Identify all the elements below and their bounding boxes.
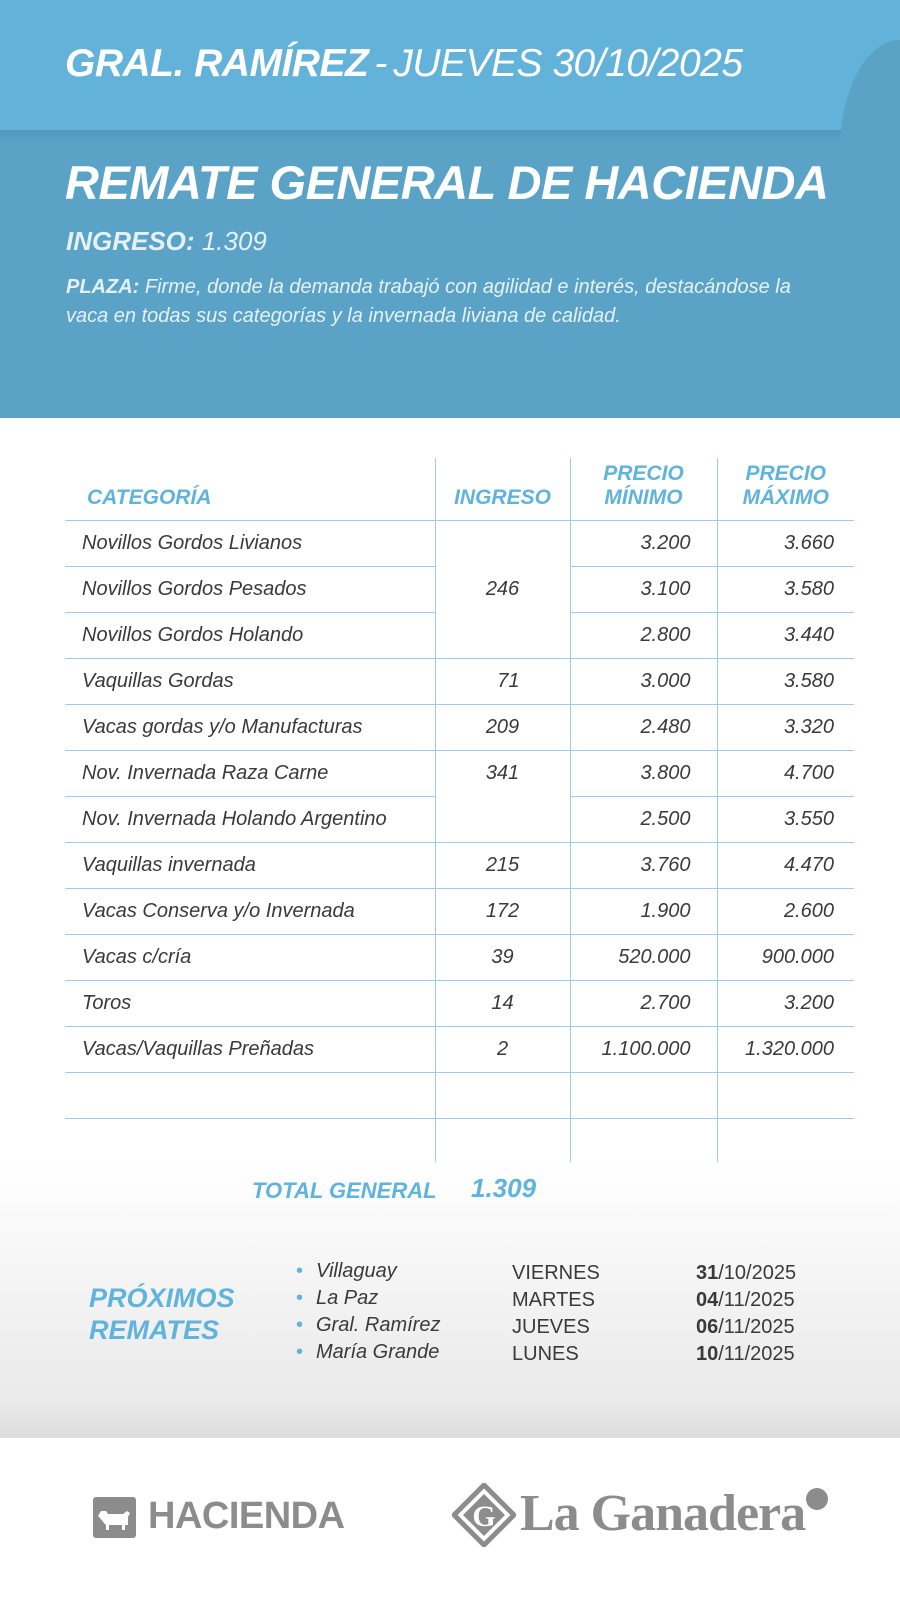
total-label: TOTAL GENERAL	[252, 1178, 437, 1203]
remate-location: Gral. Ramírez	[316, 1314, 441, 1336]
table-row	[65, 980, 854, 1026]
row-categoria: Novillos Gordos Pesados	[65, 566, 435, 612]
row-categoria: Vacas Conserva y/o Invernada	[65, 888, 435, 934]
prices-table	[65, 458, 854, 1165]
row-precio-min: 1.900	[570, 888, 717, 934]
row-precio-min: 2.500	[570, 796, 717, 842]
row-ingreso	[435, 1072, 570, 1118]
proximos-title-line1: PRÓXIMOS	[89, 1283, 235, 1313]
table-row	[65, 566, 854, 612]
remate-date	[696, 1343, 795, 1366]
row-categoria	[65, 1072, 435, 1118]
remate-day: VIERNES	[512, 1262, 600, 1284]
header-date: JUEVES 30/10/2025	[393, 42, 743, 85]
header-title	[65, 42, 743, 86]
row-precio-min: 3.800	[570, 750, 717, 796]
remate-day: MARTES	[512, 1289, 595, 1311]
bullet-icon: •	[296, 1260, 304, 1282]
row-precio-max: 3.660	[717, 520, 854, 566]
remate-date	[696, 1262, 796, 1285]
ingreso-summary	[66, 226, 267, 257]
svg-text:G: G	[472, 1500, 496, 1533]
remate-date	[696, 1289, 795, 1312]
remate-day: JUEVES	[512, 1316, 590, 1338]
badge-icon	[806, 1488, 828, 1510]
table-row	[65, 612, 854, 658]
row-precio-max	[717, 1072, 854, 1118]
remate-date-day: 06	[696, 1316, 719, 1338]
remate-location: María Grande	[316, 1341, 440, 1363]
row-categoria: Nov. Invernada Raza Carne	[65, 750, 435, 796]
proximos-remates-title	[89, 1282, 235, 1346]
header-precio-maximo	[717, 458, 854, 520]
row-ingreso	[435, 612, 570, 658]
row-precio-max: 3.440	[717, 612, 854, 658]
row-precio-min: 3.200	[570, 520, 717, 566]
row-categoria: Toros	[65, 980, 435, 1026]
row-precio-max: 3.580	[717, 658, 854, 704]
table-row	[65, 520, 854, 566]
row-categoria: Novillos Gordos Holando	[65, 612, 435, 658]
bullet-icon: •	[296, 1287, 304, 1309]
proximos-list	[296, 1260, 816, 1368]
row-precio-max: 3.550	[717, 796, 854, 842]
row-categoria	[65, 1118, 435, 1164]
row-precio-max: 3.320	[717, 704, 854, 750]
row-ingreso	[435, 1118, 570, 1164]
row-ingreso: 246	[435, 566, 570, 612]
plaza-label: PLAZA:	[66, 276, 140, 298]
row-precio-min: 1.100.000	[570, 1026, 717, 1072]
list-item	[296, 1287, 816, 1314]
row-precio-max	[717, 1118, 854, 1164]
header-separator: -	[374, 42, 388, 85]
row-ingreso: 2	[435, 1026, 570, 1072]
remate-location: Villaguay	[316, 1260, 397, 1282]
header-precio-max-line1: PRECIO	[745, 461, 826, 485]
cow-icon	[93, 1497, 136, 1538]
row-ingreso: 71	[435, 658, 570, 704]
list-item	[296, 1260, 816, 1287]
table-row	[65, 842, 854, 888]
row-ingreso	[435, 520, 570, 566]
plaza-description	[66, 273, 826, 331]
proximos-title-line2: REMATES	[89, 1315, 220, 1345]
g-emblem-svg	[452, 1483, 516, 1547]
header-precio-minimo	[570, 458, 717, 520]
row-categoria: Vacas/Vaquillas Preñadas	[65, 1026, 435, 1072]
table-row	[65, 888, 854, 934]
table-row	[65, 750, 854, 796]
page-title: REMATE GENERAL DE HACIENDA	[65, 156, 829, 209]
row-ingreso: 341	[435, 750, 570, 796]
header-precio-max-line2: MÁXIMO	[742, 485, 829, 509]
row-ingreso: 14	[435, 980, 570, 1026]
la-ganadera-logo-text: La Ganadera	[520, 1485, 806, 1542]
table-row	[65, 658, 854, 704]
header-place: GRAL. RAMÍREZ	[65, 42, 369, 85]
remate-date-day: 10	[696, 1343, 719, 1365]
row-precio-max: 3.580	[717, 566, 854, 612]
row-ingreso	[435, 796, 570, 842]
remate-date-rest: /10/2025	[718, 1262, 797, 1284]
table-row-empty	[65, 1072, 854, 1118]
remate-date-day: 31	[696, 1262, 719, 1284]
remate-date-rest: /11/2025	[718, 1289, 795, 1311]
table-header-row	[65, 458, 854, 520]
row-precio-max: 3.200	[717, 980, 854, 1026]
remate-date	[696, 1316, 795, 1339]
table-row	[65, 934, 854, 980]
row-precio-max: 4.470	[717, 842, 854, 888]
row-precio-min: 2.480	[570, 704, 717, 750]
ingreso-value: 1.309	[201, 226, 267, 256]
header-ingreso: INGRESO	[435, 458, 570, 520]
bullet-icon: •	[296, 1314, 304, 1336]
header-categoria: CATEGORÍA	[65, 458, 435, 520]
row-precio-min: 3.760	[570, 842, 717, 888]
table-row	[65, 1026, 854, 1072]
row-categoria: Vacas gordas y/o Manufacturas	[65, 704, 435, 750]
list-item	[296, 1341, 816, 1368]
remate-date-rest: /11/2025	[718, 1316, 795, 1338]
row-precio-min: 3.000	[570, 658, 717, 704]
remate-date-day: 04	[696, 1289, 719, 1311]
row-precio-min	[570, 1118, 717, 1164]
list-item	[296, 1314, 816, 1341]
row-categoria: Nov. Invernada Holando Argentino	[65, 796, 435, 842]
row-categoria: Vaquillas invernada	[65, 842, 435, 888]
row-ingreso: 172	[435, 888, 570, 934]
remate-day: LUNES	[512, 1343, 579, 1365]
row-precio-max: 1.320.000	[717, 1026, 854, 1072]
row-precio-max: 4.700	[717, 750, 854, 796]
row-ingreso: 39	[435, 934, 570, 980]
row-precio-min: 2.700	[570, 980, 717, 1026]
table-row	[65, 704, 854, 750]
bullet-icon: •	[296, 1341, 304, 1363]
table-row-empty	[65, 1118, 854, 1164]
row-precio-min: 3.100	[570, 566, 717, 612]
ingreso-label: INGRESO:	[66, 226, 195, 256]
row-precio-max: 2.600	[717, 888, 854, 934]
remate-date-rest: /11/2025	[718, 1343, 795, 1365]
header-precio-min-line1: PRECIO	[603, 461, 684, 485]
header-precio-min-line2: MÍNIMO	[604, 485, 683, 509]
total-value: 1.309	[471, 1173, 537, 1203]
row-precio-max: 900.000	[717, 934, 854, 980]
remate-location: La Paz	[316, 1287, 379, 1309]
hacienda-logo-text: HACIENDA	[148, 1495, 345, 1537]
plaza-text: Firme, donde la demanda trabajó con agilidad e interés, destacándose la vaca en todas sus categorías y la invernada liviana de calidad.	[66, 276, 791, 327]
row-categoria: Vacas c/cría	[65, 934, 435, 980]
row-ingreso: 209	[435, 704, 570, 750]
table-row	[65, 796, 854, 842]
row-ingreso: 215	[435, 842, 570, 888]
cow-icon-svg	[97, 1505, 132, 1531]
row-categoria: Vaquillas Gordas	[65, 658, 435, 704]
row-categoria: Novillos Gordos Livianos	[65, 520, 435, 566]
row-precio-min: 520.000	[570, 934, 717, 980]
g-emblem-icon	[452, 1483, 516, 1552]
row-precio-min	[570, 1072, 717, 1118]
row-precio-min: 2.800	[570, 612, 717, 658]
